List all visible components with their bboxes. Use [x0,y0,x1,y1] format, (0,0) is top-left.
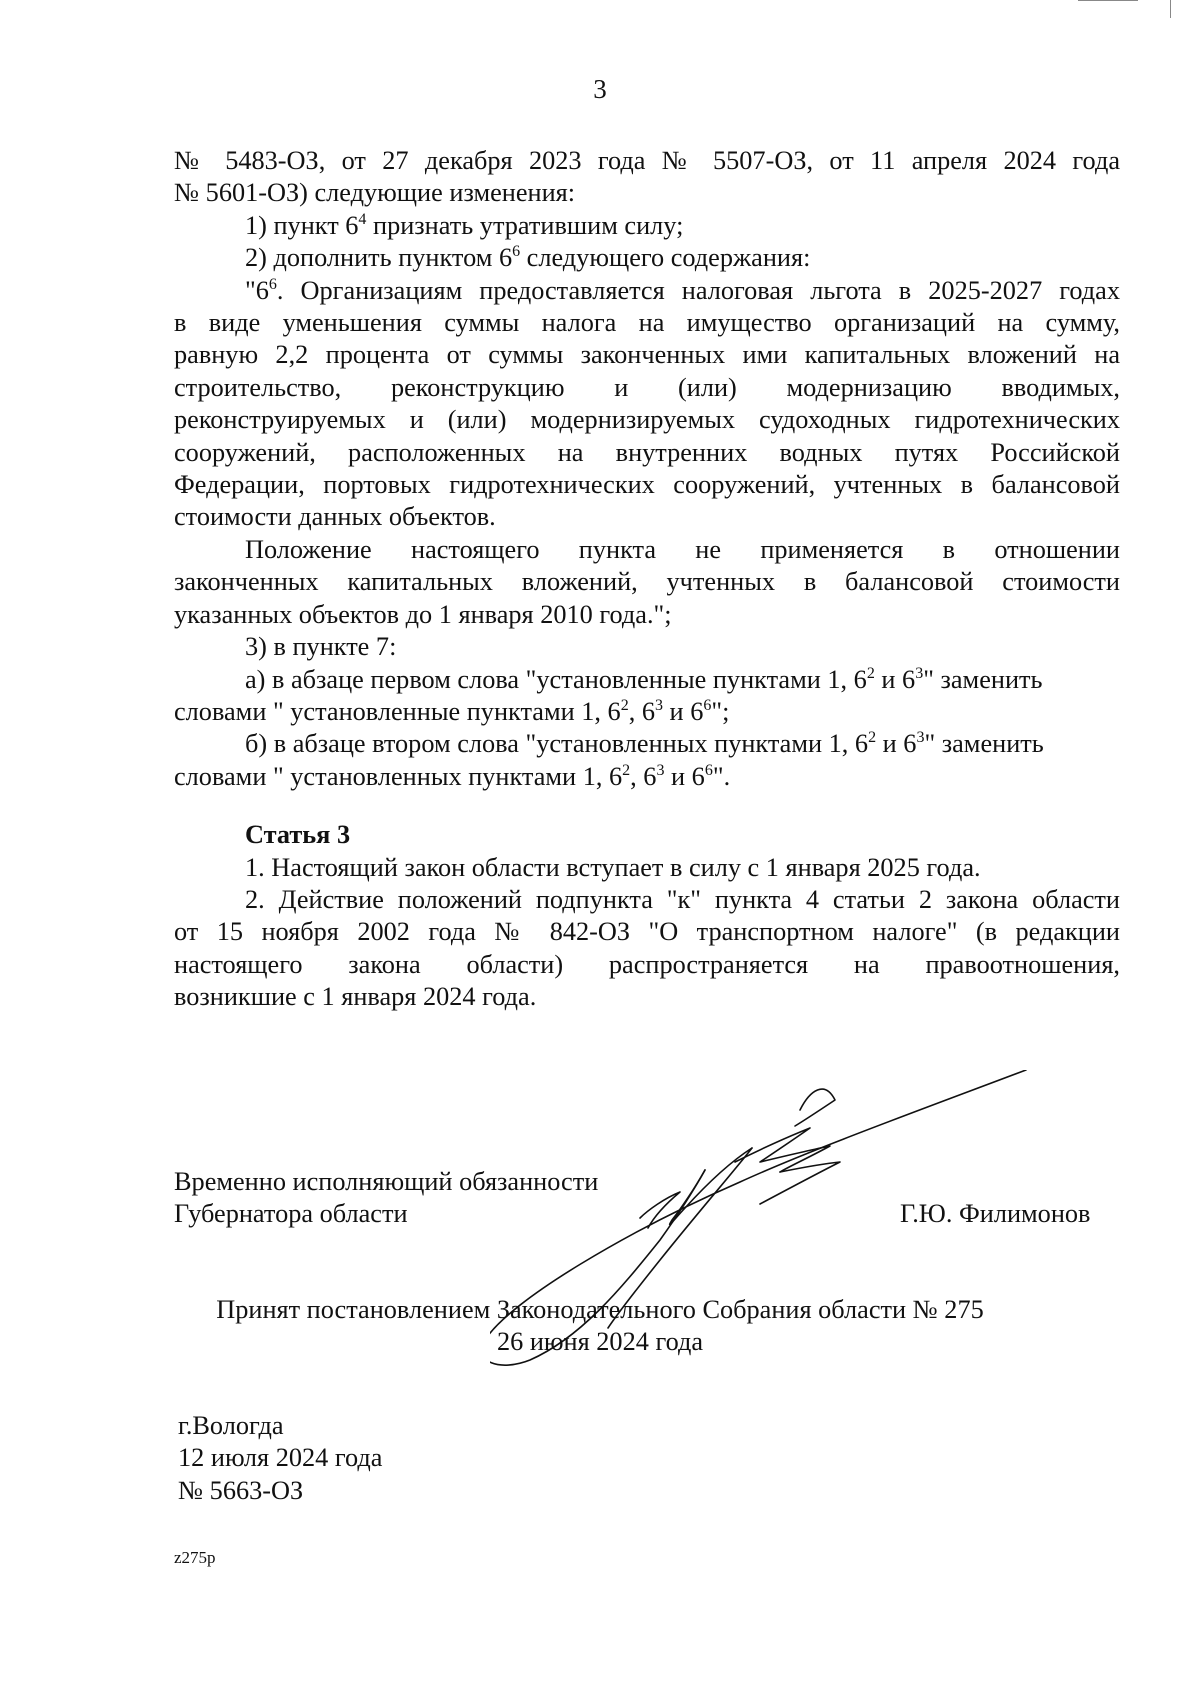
text-line: № 5483-ОЗ, от 27 декабря 2023 года № 5507-ОЗ, от 11 апреля 2024 года [174,146,1120,175]
text-line: в виде уменьшения суммы налога на имущество организаций на сумму, [174,308,1120,338]
document-code: z275р [174,1548,216,1567]
text-line: законченных капитальных вложений, учтенных в балансовой стоимости [174,567,1120,597]
text-line: строительство, реконструкцию и (или) модернизацию вводимых, [174,372,1120,402]
text-line: от 15 ноября 2002 года № 842-ОЗ "О транспортном налоге" (в редакции [174,917,1120,947]
city: г.Вологда [178,1411,284,1440]
text-line: словами " установленных пунктами 1, $6^2$, $6^3$ и $6^6$". [174,761,731,791]
text-line: 1. Настоящий закон области вступает в силу с 1 января 2025 года. [245,852,981,882]
text-line: стоимости данных объектов. [174,502,496,532]
text-line: 2. Действие положений подпункта "к" пункта 4 статьи 2 закона области [245,884,1120,914]
list-item: а) в абзаце первом слова "установленные пунктами 1, $6^2$ и $6^3$" заменить [245,664,1043,694]
text-line: настоящего закона области) распространяется на правоотношения, [174,949,1120,979]
scan-edge-mark [1078,0,1138,9]
list-item: б) в абзаце втором слова "установленных пунктами 1, $6^2$ и $6^3$" заменить [245,729,1044,759]
text-line: Федерации, портовых гидротехнических сооружений, учтенных в балансовой [174,470,1120,500]
law-date: 12 июля 2024 года [178,1443,383,1473]
text-line: реконструируемых и (или) модернизируемых судоходных гидротехнических [174,405,1120,435]
law-number: № 5663-ОЗ [178,1475,304,1505]
adoption-line: Принят постановлением Законодательного Собрания области № 275 [216,1295,984,1324]
text-line: Положение настоящего пункта не применяется в отношении [245,534,1120,564]
text-line: словами " установленные пунктами 1, $6^2$, $6^3$ и $6^6$"; [174,696,730,726]
text-line: возникшие с 1 января 2024 года. [174,982,537,1012]
text-line: № 5601-ОЗ) следующие изменения: [174,178,576,208]
text-line: сооружений, расположенных на внутренних водных путях Российской [174,437,1120,467]
list-item: 3) в пункте 7: [245,632,397,662]
article-heading: Статья 3 [245,820,351,850]
text-line: указанных объектов до 1 января 2010 года."; [174,599,672,629]
list-item: 1) пункт $6^4$ признать утратившим силу; [245,210,684,240]
adoption-date: 26 июня 2024 года [496,1327,704,1357]
signatory-name: Г.Ю. Филимонов [900,1199,1091,1228]
place-date-number [178,1410,382,1507]
text-line: равную 2,2 процента от суммы законченных ими капитальных вложений на [174,340,1120,370]
list-item: 2) дополнить пунктом $6^6$ следующего содержания: [245,243,811,273]
position-line: Временно исполняющий обязанности [174,1167,599,1196]
adoption-info [0,1294,1200,1359]
document-body [174,145,1120,1014]
position-line: Губернатора области [174,1199,408,1229]
text-line: "$6^6$. Организациям предоставляется налоговая льгота в 2025-2027 годах [245,275,1120,305]
page-number: 3 [593,74,607,104]
scan-edge-mark [1170,0,1172,18]
